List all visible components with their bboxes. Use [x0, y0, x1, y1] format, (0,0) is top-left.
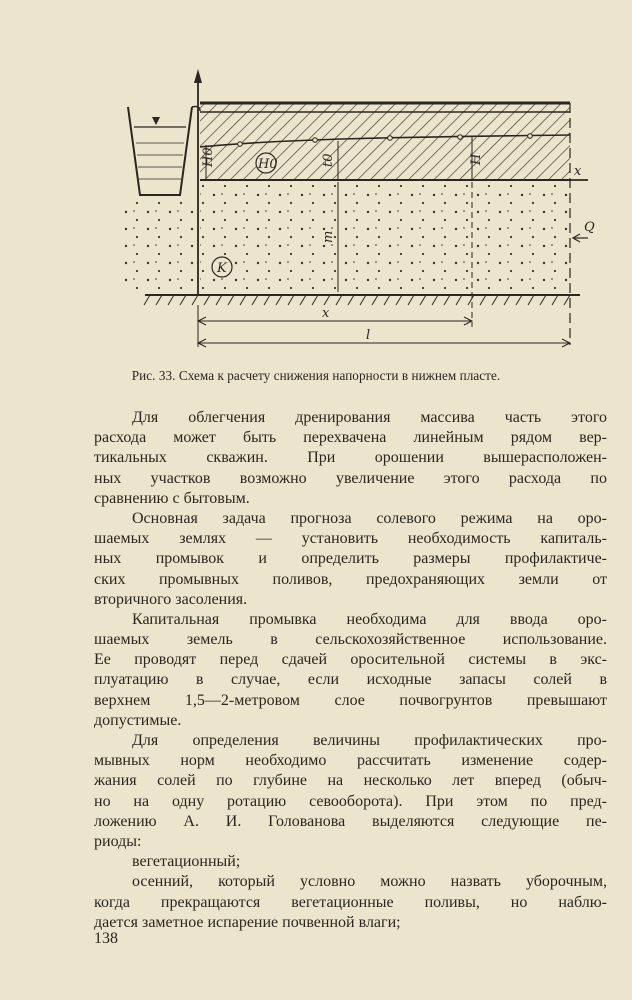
text-line: Основная задача прогноза солевого режима на оро-: [132, 509, 607, 527]
label-k: K: [217, 261, 227, 276]
paragraph: [94, 509, 607, 610]
label-m: m: [321, 230, 336, 243]
text-line: Ее проводят перед сдачей оросительной системы в экс-: [94, 651, 607, 669]
aquifer-left: [122, 200, 198, 290]
text-line: ских промывных поливов, предохраняющих земли от: [94, 570, 607, 588]
aquifer: [200, 182, 570, 292]
label-h: H: [469, 153, 484, 165]
page-number: 138: [94, 930, 118, 947]
text-line: тикальных скважин. При орошении вышерасположен-: [94, 449, 607, 467]
figure-caption: Рис. 33. Схема к расчету снижения напорности в нижнем пласте.: [131, 368, 501, 383]
text-line: когда прекращаются вегетационные поливы, но наблю-: [94, 893, 607, 911]
label-x-axis: x: [574, 164, 582, 179]
text-line: допустимые.: [94, 711, 182, 729]
label-l-dimension: l: [366, 328, 371, 343]
text-line: ных промывок и определить размеры профилактиче-: [94, 550, 607, 568]
text-line: мывных норм необходимо рассчитать изменение содер-: [94, 752, 607, 770]
text-line: ложению А. И. Голованова выделяются следующие пе-: [94, 812, 607, 830]
figure-33: [100, 55, 595, 360]
label-q: Q: [584, 220, 595, 235]
text-line: жания солей по глубине на несколько лет вперед (обыч-: [94, 772, 607, 790]
text-line: риоды:: [94, 832, 142, 850]
label-x-dimension: x: [322, 306, 330, 321]
text-line: ных участков возможно увеличение этого расхода по: [94, 469, 607, 487]
label-h0: H0: [201, 147, 216, 167]
text-line: вегетационный;: [132, 853, 241, 871]
canal: [128, 107, 192, 195]
text-line: вторичного засоления.: [94, 590, 248, 608]
text-line: Для определения величины профилактических про-: [132, 732, 607, 749]
paragraph: [94, 731, 607, 852]
text-line: но на одну ротацию севооборота). При этом по пред-: [94, 792, 607, 810]
text-line: расхода может быть перехвачена линейным рядом вер-: [94, 429, 607, 447]
text-line: верхнем 1,5—2-метровом слое почвогрунтов превышают: [94, 691, 607, 709]
text-line: шаемых земель в сельскохозяйственное использование.: [94, 631, 607, 649]
paragraph: [94, 408, 607, 509]
label-circle-h0: H0: [258, 157, 278, 172]
paragraph: [94, 852, 607, 872]
confining-layer: [200, 103, 570, 180]
text-line: Капитальная промывка необходима для ввода оро-: [132, 610, 607, 628]
body-text: [94, 408, 607, 933]
paragraph: [94, 872, 607, 933]
text-line: осенний, который условно можно назвать уборочным,: [132, 873, 607, 891]
text-line: сравнению с бытовым.: [94, 489, 250, 507]
text-line: плуатацию в случае, если исходные запасы солей в: [94, 671, 607, 689]
pressure-scheme-diagram: [100, 55, 595, 360]
text-line: Для облегчения дренирования массива часть этого: [132, 409, 607, 426]
text-line: шаемых землях — установить необходимость капиталь-: [94, 530, 607, 548]
text-line: дается заметное испарение почвенной влаги;: [94, 913, 401, 931]
label-t0: t0: [321, 153, 336, 167]
paragraph: [94, 610, 607, 731]
